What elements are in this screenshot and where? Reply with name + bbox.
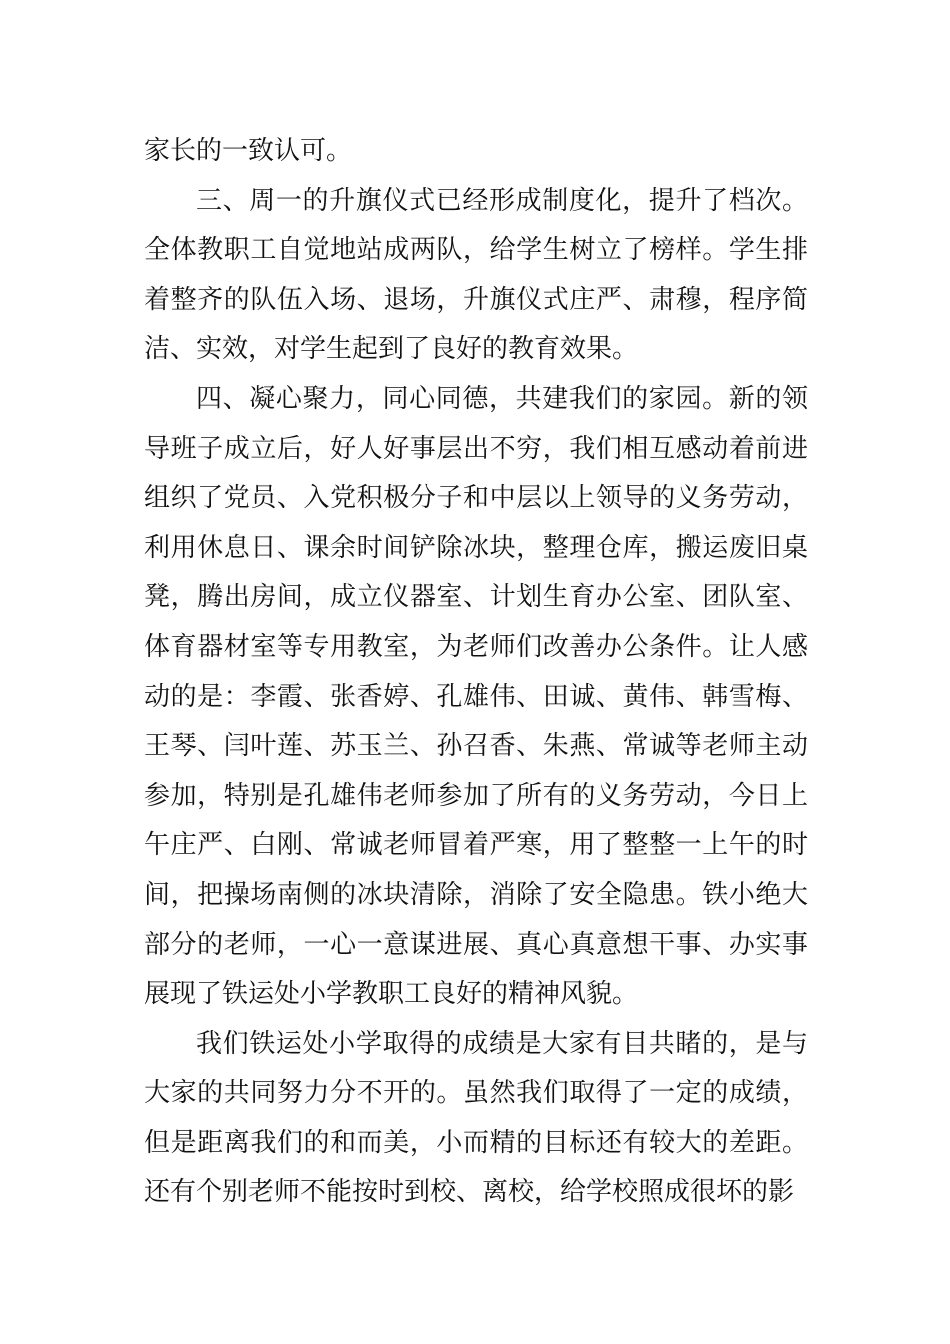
body-text [144,127,808,1218]
paragraph-1: 家长的一致认可。 [144,136,353,166]
paragraph-4: 我们铁运处小学取得的成绩是大家有目共睹的，是与大家的共同努力分不开的。虽然我们取得了一定的成绩，但是距离我们的和而美，小而精的目标还有较大的差距。还有个别老师不能按时到校、离校，给学校照成很坏的影 [144,1028,808,1208]
paragraph-2: 三、周一的升旗仪式已经形成制度化，提升了档次。全体教职工自觉地站成两队，给学生树立了榜样。学生排着整齐的队伍入场、退场，升旗仪式庄严、肃穆，程序简洁、实效，对学生起到了良好的教育效果。 [144,185,808,365]
paragraph-3: 四、凝心聚力，同心同德，共建我们的家园。新的领导班子成立后，好人好事层出不穷，我们相互感动着前进组织了党员、入党积极分子和中层以上领导的义务劳动，利用休息日、课余时间铲除冰块，整理仓库，搬运废旧桌凳，腾出房间，成立仪器室、计划生育办公室、团队室、体育器材室等专用教室，为老师们改善办公条件。让人感动的是：李霞、张香婷、孔雄伟、田诚、黄伟、韩雪梅、王琴、闫叶莲、苏玉兰、孙召香、朱燕、常诚等老师主动参加，特别是孔雄伟老师参加了所有的义务劳动，今日上午庄严、白刚、常诚老师冒着严寒，用了整整一上午的时间，把操场南侧的冰块清除，消除了安全隐患。铁小绝大部分的老师，一心一意谋进展、真心真意想干事、办实事展现了铁运处小学教职工良好的精神风貌。 [144,383,808,1010]
